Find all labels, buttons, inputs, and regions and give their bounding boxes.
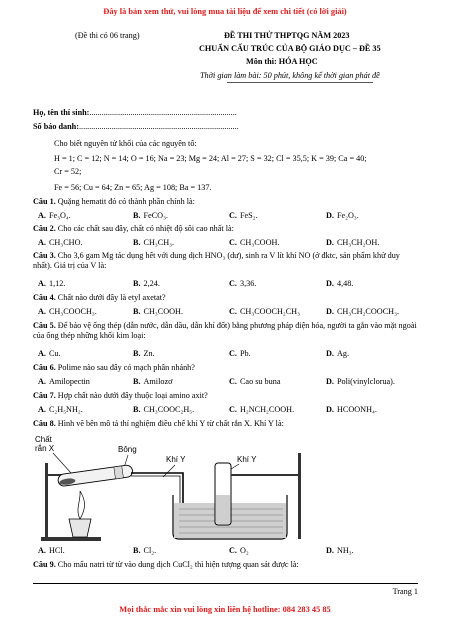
option-letter: D. bbox=[326, 377, 334, 386]
option-text: Amilopectin bbox=[48, 377, 90, 386]
option-text: 4,48. bbox=[336, 279, 354, 288]
id-field bbox=[33, 122, 239, 132]
option-text: HCl. bbox=[48, 546, 65, 555]
option bbox=[229, 279, 256, 289]
option-text: Fe₂O₃. bbox=[336, 211, 359, 220]
option bbox=[229, 211, 258, 221]
option bbox=[133, 211, 168, 221]
option-text: 2,24. bbox=[143, 279, 160, 288]
option-text: C₂H₅NH₂. bbox=[48, 405, 83, 414]
option-letter: B. bbox=[133, 405, 141, 414]
option-letter: C. bbox=[229, 546, 237, 555]
option bbox=[38, 349, 61, 359]
option-text: Cu. bbox=[48, 349, 61, 358]
question-label: Câu 6. bbox=[33, 363, 56, 372]
option bbox=[326, 546, 354, 556]
option bbox=[38, 377, 90, 387]
atomic-line-3: Fe = 56; Cu = 64; Zn = 65; Ag = 108; Ba = 137. bbox=[54, 183, 212, 192]
question-4 bbox=[33, 293, 166, 303]
question-6 bbox=[33, 363, 195, 373]
option-text: CH₃COOCH₃. bbox=[48, 307, 97, 316]
option bbox=[133, 377, 172, 387]
option-letter: A. bbox=[38, 377, 46, 386]
id-dots: .............................................................................. bbox=[78, 122, 239, 131]
question-text: Hợp chất nào dưới đây thuộc loại amino axit? bbox=[57, 391, 208, 400]
name-label: Họ, tên thí sinh: bbox=[33, 108, 90, 117]
option-letter: B. bbox=[133, 307, 141, 316]
option bbox=[133, 546, 156, 556]
option bbox=[38, 307, 97, 317]
atomic-line-2: Cr = 52; bbox=[54, 167, 82, 176]
option-text: Poli(vinylclorua). bbox=[336, 377, 395, 386]
option-letter: B. bbox=[133, 211, 141, 220]
option-letter: C. bbox=[229, 405, 237, 414]
option bbox=[38, 279, 65, 289]
question-7 bbox=[33, 391, 208, 401]
option bbox=[38, 405, 83, 415]
option-letter: C. bbox=[229, 377, 237, 386]
question-9 bbox=[33, 560, 299, 570]
option-text: CH₃CH₂OH. bbox=[336, 238, 380, 247]
option-text: H₂NCH₂COOH. bbox=[239, 405, 295, 414]
label-cotton: Bông bbox=[118, 445, 137, 454]
name-field bbox=[33, 108, 237, 118]
option-letter: D. bbox=[326, 546, 334, 555]
id-label: Số báo danh: bbox=[33, 122, 79, 131]
atomic-intro: Cho biết nguyên tử khối của các nguyên tố: bbox=[54, 139, 197, 148]
question-text: Quặng hematit đỏ có thành phần chính là: bbox=[57, 197, 195, 206]
option-letter: A. bbox=[38, 279, 46, 288]
option bbox=[326, 377, 395, 387]
option-text: FeCO₃. bbox=[143, 211, 168, 220]
question-text: Để bảo vệ ống thép (dẫn nước, dẫn dầu, dẫn khí đốt) bằng phương pháp điện hóa, người ta gắn vào mặt ngoài của ống thép những khối kim loại: bbox=[33, 321, 417, 340]
time-note: Thời gian làm bài: 50 phút, không kể thời gian phát đề bbox=[200, 71, 380, 80]
atomic-line-1: H = 1; C = 12; N = 14; O = 16; Na = 23; Mg = 24; Al = 27; S = 32; Cl = 35,5; K = 39; Ca = 40; bbox=[54, 154, 367, 163]
option bbox=[229, 377, 280, 387]
option-letter: A. bbox=[38, 307, 46, 316]
option-text: CH₃COOC₂H₅. bbox=[143, 405, 195, 414]
page-number: Trang 1 bbox=[392, 587, 418, 596]
option-letter: B. bbox=[133, 238, 141, 247]
apparatus-figure bbox=[33, 433, 323, 545]
option-letter: B. bbox=[133, 279, 141, 288]
option-letter: B. bbox=[133, 377, 141, 386]
option-letter: C. bbox=[229, 211, 237, 220]
option bbox=[133, 405, 194, 415]
option bbox=[326, 307, 399, 317]
option bbox=[133, 349, 155, 359]
option-text: 1,12. bbox=[48, 279, 66, 288]
option-text: CH₃CHO. bbox=[48, 238, 83, 247]
option-letter: A. bbox=[38, 211, 46, 220]
question-1 bbox=[33, 197, 195, 207]
option-text: Fe₃O₄. bbox=[48, 211, 71, 220]
question-text: Chất nào dưới đây là etyl axetat? bbox=[57, 293, 166, 302]
question-8 bbox=[33, 419, 284, 429]
question-label: Câu 7. bbox=[33, 391, 56, 400]
option bbox=[38, 546, 65, 556]
option-text: Zn. bbox=[143, 349, 155, 358]
option-letter: D. bbox=[326, 307, 334, 316]
option-text: CH₃CH₂COOCH₃. bbox=[336, 307, 399, 316]
pages-note: (Đề thi có 06 trang) bbox=[75, 31, 140, 40]
option-letter: D. bbox=[326, 349, 334, 358]
option bbox=[38, 238, 83, 248]
question-text: Cho mẩu natri từ từ vào dung dịch CuCl₂ thì hiện tượng quan sát được là: bbox=[57, 560, 299, 569]
option-text: Amilozơ bbox=[143, 377, 173, 386]
question-label: Câu 1. bbox=[33, 197, 56, 206]
question-label: Câu 2. bbox=[33, 224, 56, 233]
option-letter: D. bbox=[326, 405, 334, 414]
name-dots: ........................................................................ bbox=[89, 108, 237, 117]
question-label: Câu 4. bbox=[33, 293, 56, 302]
question-label: Câu 3. bbox=[33, 251, 56, 260]
option-letter: C. bbox=[229, 238, 237, 247]
option bbox=[229, 238, 279, 248]
option bbox=[326, 279, 353, 289]
option-text: CH₃COOCH₂CH₃ bbox=[239, 307, 300, 316]
option-text: Ag. bbox=[336, 349, 350, 358]
question-text: Cho 3,6 gam Mg tác dụng hết với dung dịch HNO₃ (dư), sinh ra V lít khí NO (ở đktc, sản phẩm khử duy nhất). Giá trị của V là: bbox=[33, 251, 400, 270]
option-text: NH₃. bbox=[336, 546, 354, 555]
question-5 bbox=[33, 321, 418, 341]
question-text: Cho các chất sau đây, chất có nhiệt độ sôi cao nhất là: bbox=[57, 224, 234, 233]
label-gas-y-1: Khí Y bbox=[166, 455, 186, 464]
option-letter: A. bbox=[38, 546, 46, 555]
option bbox=[133, 238, 174, 248]
option-text: CH₃COOH. bbox=[143, 307, 183, 316]
option-text: Cao su buna bbox=[239, 377, 281, 386]
option bbox=[326, 211, 359, 221]
question-text: Polime nào sau đây có mạch phân nhánh? bbox=[57, 363, 195, 372]
option bbox=[229, 405, 294, 415]
option-text: Pb. bbox=[239, 349, 251, 358]
option-text: Cl₂. bbox=[143, 546, 157, 555]
option-text: CH₃COOH. bbox=[239, 238, 280, 247]
preview-notice: Đây là bản xem thử, vui lòng mua tài liệu để xem chi tiết (có lời giải) bbox=[103, 7, 347, 16]
hotline: Mọi thắc mắc xin vui lòng xin liên hệ hotline: 084 283 45 85 bbox=[119, 605, 331, 614]
question-3 bbox=[33, 251, 418, 271]
subject: Môn thi: HÓA HỌC bbox=[246, 57, 318, 66]
option-letter: A. bbox=[38, 238, 46, 247]
label-gas-y-2: Khí Y bbox=[237, 455, 257, 464]
option bbox=[229, 546, 249, 556]
label-solid-x: Chất rắn X bbox=[35, 435, 55, 453]
exam-title: ĐỀ THI THỬ THPTQG NĂM 2023 bbox=[224, 31, 350, 40]
question-label: Câu 5. bbox=[33, 321, 56, 330]
option-letter: C. bbox=[229, 307, 237, 316]
exam-subtitle: CHUẨN CẤU TRÚC CỦA BỘ GIÁO DỤC – ĐỀ 35 bbox=[199, 44, 381, 53]
header-divider bbox=[227, 82, 373, 83]
question-label: Câu 9. bbox=[33, 560, 56, 569]
option-letter: A. bbox=[38, 349, 46, 358]
option-text: O₂ bbox=[239, 546, 249, 555]
question-2 bbox=[33, 224, 234, 234]
option bbox=[133, 279, 160, 289]
option-letter: D. bbox=[326, 211, 334, 220]
option bbox=[326, 238, 379, 248]
footer-divider bbox=[33, 583, 418, 584]
option-text: 3,36. bbox=[239, 279, 257, 288]
option bbox=[38, 211, 71, 221]
option bbox=[326, 405, 377, 415]
option-letter: A. bbox=[38, 405, 46, 414]
option bbox=[229, 307, 300, 317]
option bbox=[326, 349, 349, 359]
question-text: Hình vẽ bên mô tả thí nghiệm điều chế khí Y từ chất rắn X. Khí Y là: bbox=[57, 419, 284, 428]
option-text: CH₃CH₃. bbox=[143, 238, 175, 247]
option-letter: B. bbox=[133, 349, 141, 358]
option-letter: D. bbox=[326, 279, 334, 288]
option-text: HCOONH₄. bbox=[336, 405, 377, 414]
option-letter: C. bbox=[229, 279, 237, 288]
option-letter: D. bbox=[326, 238, 334, 247]
question-label: Câu 8. bbox=[33, 419, 56, 428]
option-text: FeS₂. bbox=[239, 211, 258, 220]
option bbox=[133, 307, 183, 317]
option bbox=[229, 349, 251, 359]
option-letter: C. bbox=[229, 349, 237, 358]
option-letter: B. bbox=[133, 546, 141, 555]
